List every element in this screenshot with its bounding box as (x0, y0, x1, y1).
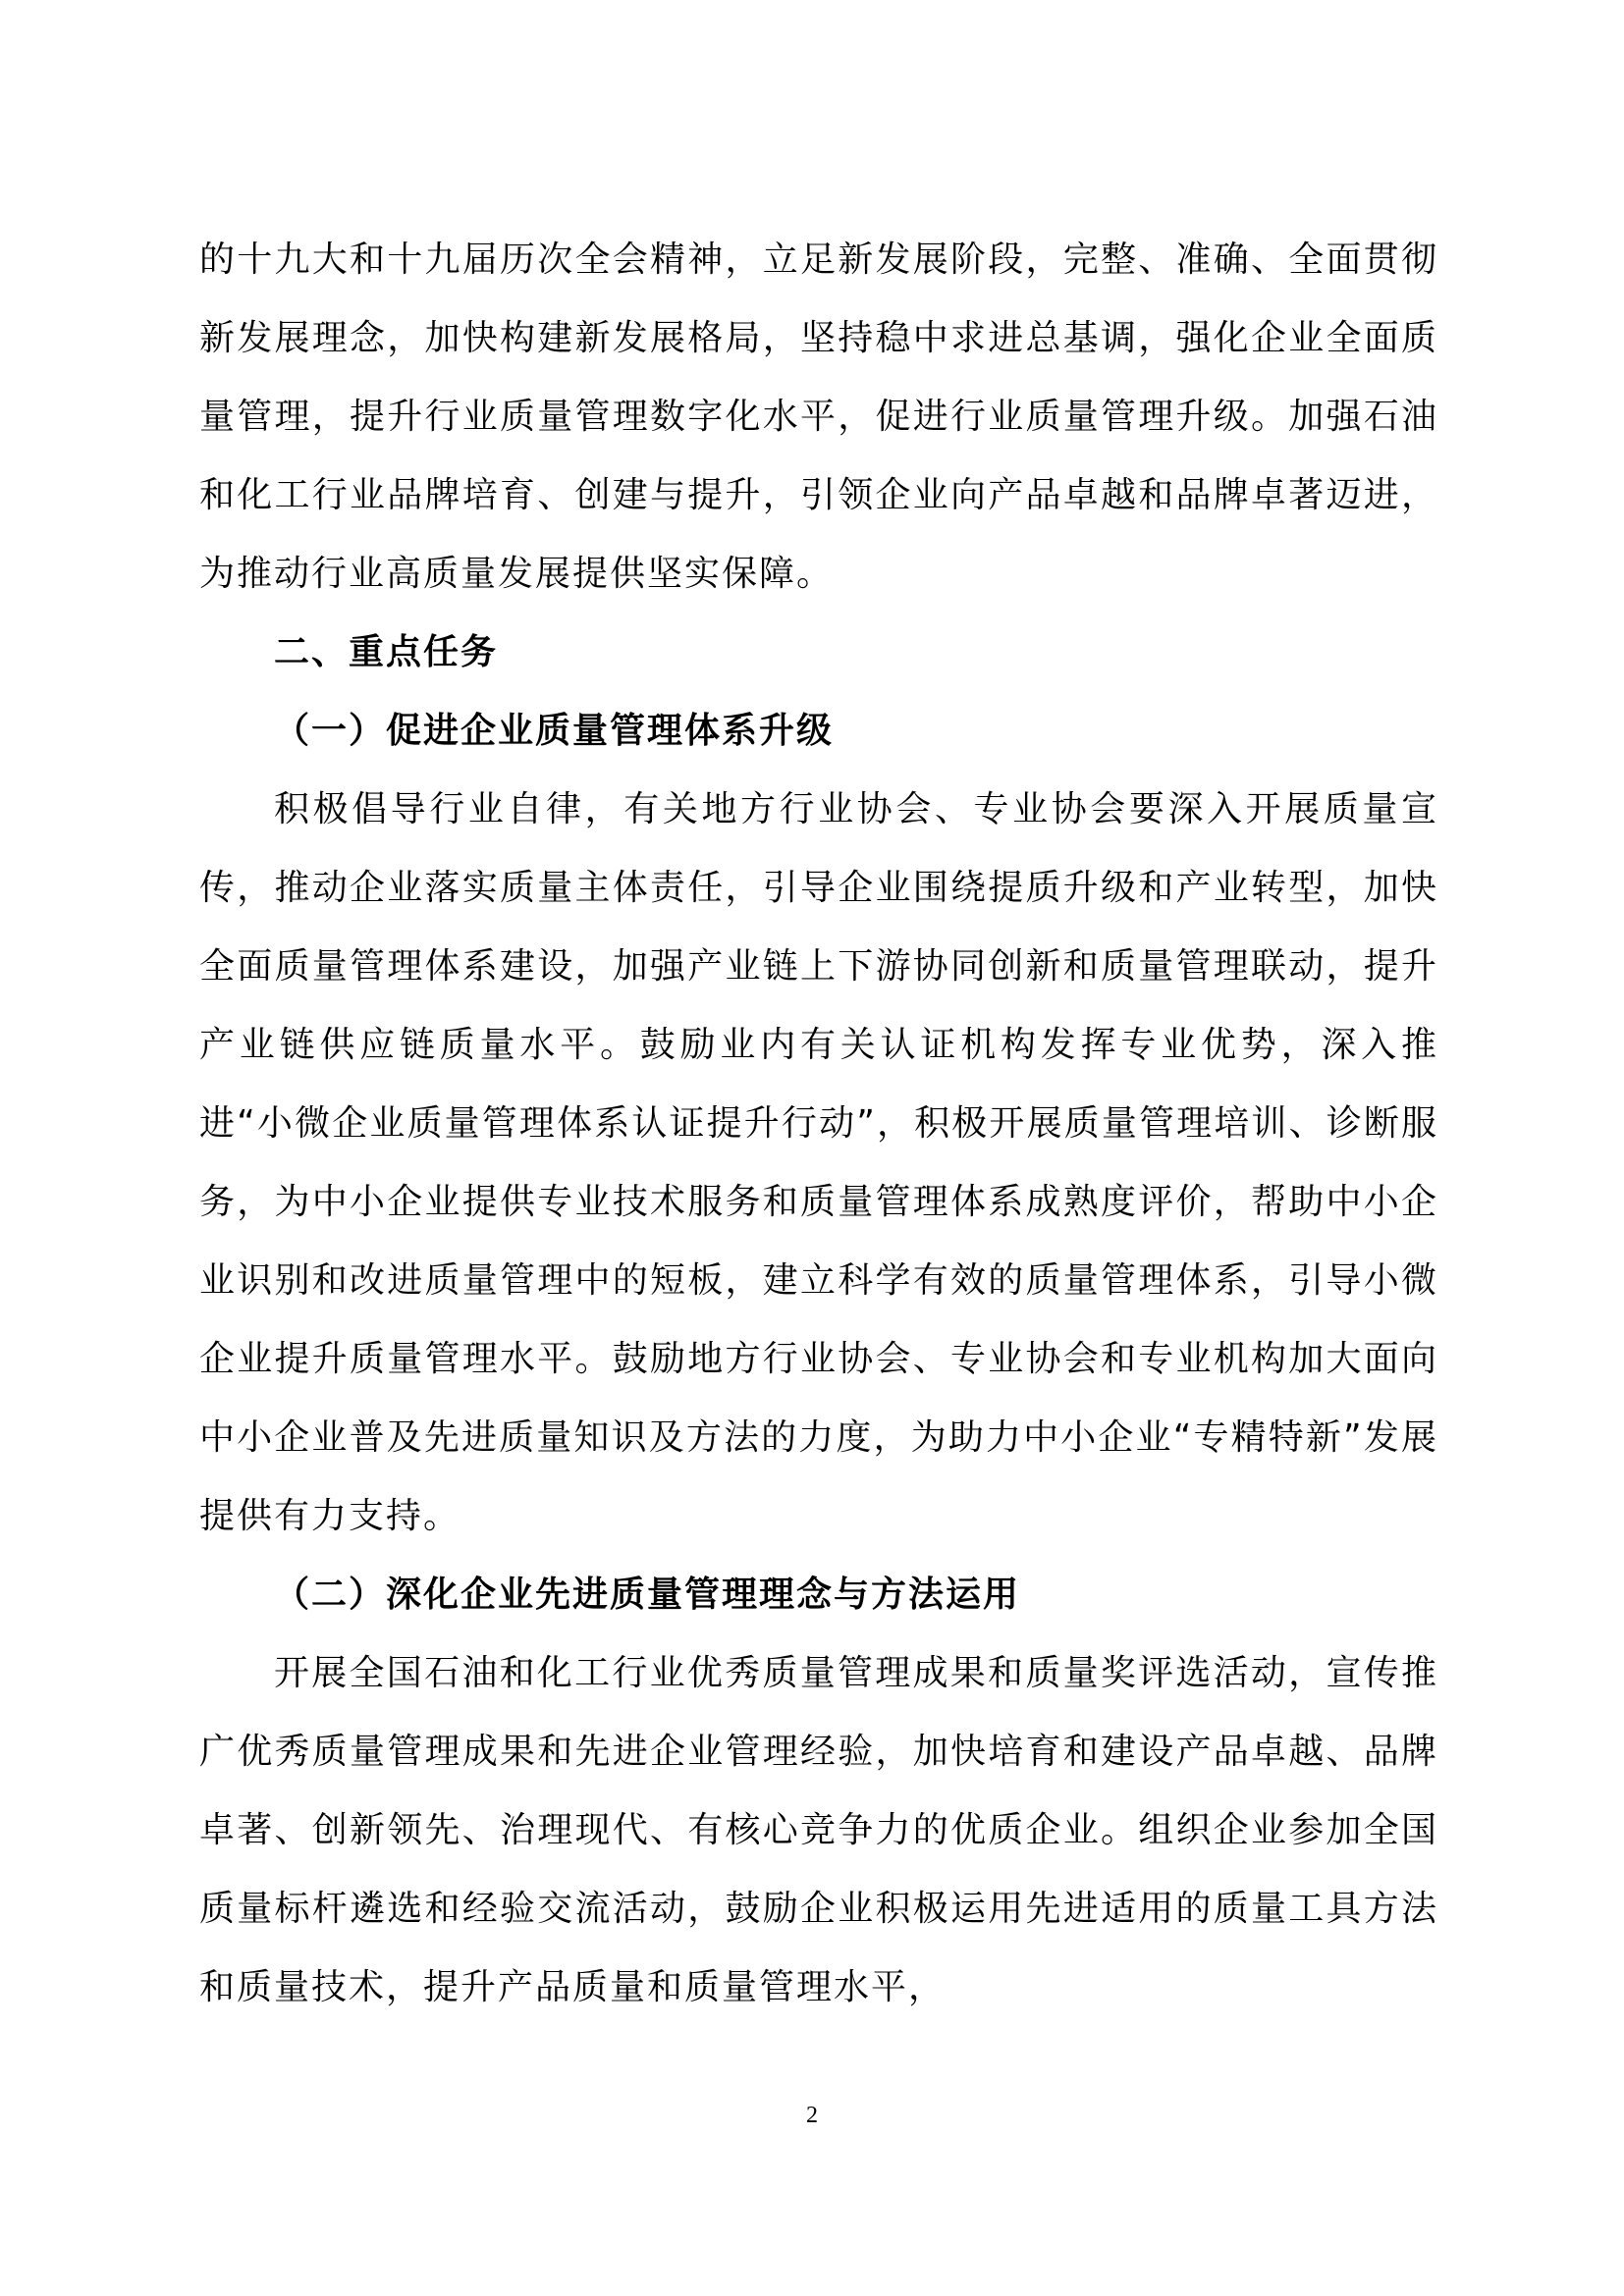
document-body (199, 221, 1438, 2027)
paragraph-quality-awards: 开展全国石油和化工行业优秀质量管理成果和质量奖评选活动，宣传推广优秀质量管理成果和先进企业管理经验，加快培育和建设产品卓越、品牌卓著、创新领先、治理现代、有核心竞争力的优质企业。组织企业参加全国质量标杆遴选和经验交流活动，鼓励企业积极运用先进适用的质量工具方法和质量技术，提升产品质量和质量管理水平， (199, 1653, 1438, 2007)
section-heading-key-tasks: 二、重点任务 (274, 632, 499, 672)
subheading-advanced-quality-methods: （二）深化企业先进质量管理理念与方法运用 (274, 1575, 1021, 1615)
subheading-quality-system-upgrade: （一）促进企业质量管理体系升级 (274, 711, 835, 751)
page-number: 2 (806, 2103, 818, 2128)
paragraph-intro-continuation: 的十九大和十九届历次全会精神，立足新发展阶段，完整、准确、全面贯彻新发展理念，加快构建新发展格局，坚持稳中求进总基调，强化企业全面质量管理，提升行业质量管理数字化水平，促进行业质量管理升级。加强石油和化工行业品牌培育、创建与提升，引领企业向产品卓越和品牌卓著迈进，为推动行业高质量发展提供坚实保障。 (199, 240, 1438, 594)
paragraph-industry-self-discipline: 积极倡导行业自律，有关地方行业协会、专业协会要深入开展质量宣传，推动企业落实质量主体责任，引导企业围绕提质升级和产业转型，加快全面质量管理体系建设，加强产业链上下游协同创新和质量管理联动，提升产业链供应链质量水平。鼓励业内有关认证机构发挥专业优势，深入推进“小微企业质量管理体系认证提升行动”，积极开展质量管理培训、诊断服务，为中小企业提供专业技术服务和质量管理体系成熟度评价，帮助中小企业识别和改进质量管理中的短板，建立科学有效的质量管理体系，引导小微企业提升质量管理水平。鼓励地方行业协会、专业协会和专业机构加大面向中小企业普及先进质量知识及方法的力度，为助力中小企业“专精特新”发展提供有力支持。 (199, 789, 1438, 1536)
